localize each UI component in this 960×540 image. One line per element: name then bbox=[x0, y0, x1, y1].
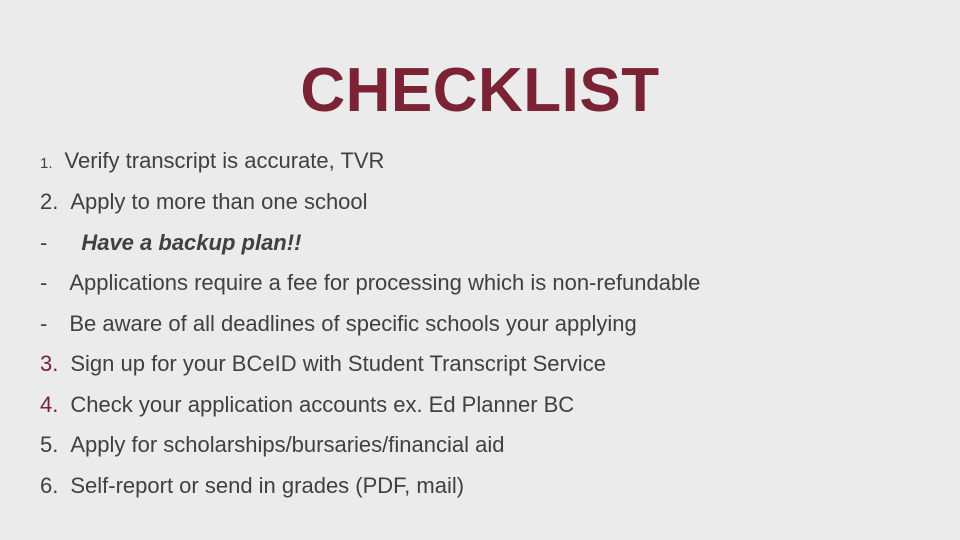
item-marker: 6. bbox=[40, 473, 59, 498]
checklist-item-5 bbox=[40, 431, 504, 459]
dash-marker: - bbox=[40, 270, 48, 295]
slide-title: CHECKLIST bbox=[300, 56, 660, 125]
item-marker: 2. bbox=[40, 189, 59, 214]
item-text: Have a backup plan!! bbox=[81, 230, 302, 255]
checklist-item-2 bbox=[40, 188, 368, 216]
item-marker: 5. bbox=[40, 432, 59, 457]
item-marker: 1. bbox=[40, 155, 53, 172]
item-text: Be aware of all deadlines of specific schools your applying bbox=[69, 311, 637, 336]
item-text: Apply to more than one school bbox=[70, 189, 368, 214]
item-text: Applications require a fee for processing which is non-refundable bbox=[69, 270, 701, 295]
checklist-subitem-backup-plan bbox=[40, 229, 301, 257]
dash-marker: - bbox=[40, 230, 48, 255]
dash-marker: - bbox=[40, 311, 48, 336]
item-text: Sign up for your BCeID with Student Transcript Service bbox=[70, 351, 606, 376]
item-marker: 4. bbox=[40, 392, 59, 417]
item-text: Apply for scholarships/bursaries/financial aid bbox=[70, 432, 505, 457]
checklist-item-4 bbox=[40, 391, 574, 419]
item-text: Verify transcript is accurate, TVR bbox=[64, 148, 385, 173]
item-text: Check your application accounts ex. Ed Planner BC bbox=[70, 392, 575, 417]
checklist-subitem-deadlines bbox=[40, 310, 637, 338]
item-marker: 3. bbox=[40, 351, 59, 376]
checklist-item-3 bbox=[40, 350, 606, 378]
checklist-item-6 bbox=[40, 472, 464, 500]
checklist-item-1 bbox=[40, 147, 384, 178]
item-text: Self-report or send in grades (PDF, mail) bbox=[70, 473, 465, 498]
checklist-subitem-fee bbox=[40, 269, 700, 297]
